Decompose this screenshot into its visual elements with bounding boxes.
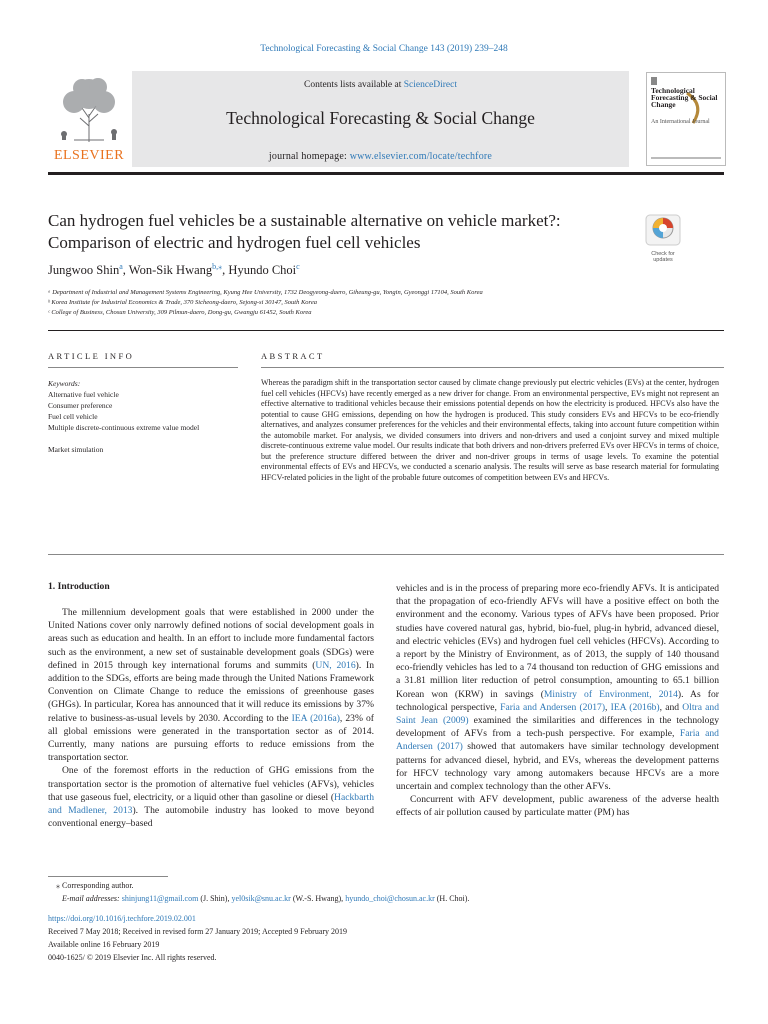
keyword-item: Multiple discrete-continuous extreme value model xyxy=(48,423,200,432)
masthead-rule xyxy=(48,172,724,175)
contents-line xyxy=(132,80,629,90)
paragraph xyxy=(48,764,374,830)
cover-subtitle: An International Journal xyxy=(651,119,710,125)
section-heading: 1. Introduction xyxy=(48,581,110,592)
keyword-item: Market simulation xyxy=(48,445,104,454)
email-link[interactable]: shinjung11@gmail.com xyxy=(121,894,199,903)
header-rule xyxy=(48,330,724,331)
doi-link[interactable]: https://doi.org/10.1016/j.techfore.2019.02.001 xyxy=(48,914,196,923)
keywords-label: Keywords: xyxy=(48,379,81,388)
email-link[interactable]: yel0sik@snu.ac.kr xyxy=(231,894,291,903)
footnote-rule xyxy=(48,876,168,877)
author-affil-mark[interactable]: a xyxy=(119,262,123,271)
text-run: The millennium development goals that were established in 2000 under the United Nations cover only narrowly defined notions of social development goals in areas such as education and health. In an effort to include more fundamental factors such as the environment, a new set of sustainable development goals (SDGs) were defined in 2015 through key international forums and summits ( xyxy=(48,607,374,671)
keyword-item: Consumer preference xyxy=(48,401,113,410)
text-run: ). The automobile industry has looked to move beyond conventional energy–based xyxy=(48,805,374,830)
citation-link[interactable]: IEA (2016b) xyxy=(610,701,660,713)
citation-link[interactable]: Hackbarth and Madlener, 2013 xyxy=(48,791,374,817)
abstract-rule xyxy=(261,367,724,368)
email-label: E-mail addresses: xyxy=(62,894,122,903)
journal-homepage xyxy=(132,151,629,162)
elsevier-tree-logo xyxy=(52,74,126,144)
author-list: Jungwoo Shin$^a$, Won-Sik Hwang$^{b,⁎}$, Hyundo Choi$^c$ xyxy=(48,262,300,278)
affiliation-b: ᵇ Korea Institute for Industrial Economics & Trade, 370 Sicheong-daero, Sejong-si 30147, South Korea xyxy=(48,299,317,306)
citation-link[interactable]: UN, 2016 xyxy=(315,659,356,671)
citation-link[interactable]: Ministry of Environment, 2014 xyxy=(543,688,678,700)
text-run: vehicles and is in the process of preparing more eco-friendly AFVs. It is anticipated that the propagation of eco-friendly AFVs will have a positive effect on both the environment and the economy. Various types of AFVs have been proposed. Prior studies have covered natural gas, hybrid, bio-fuel, plug-in hybrid, advanced diesel, and electric vehicles (EVs) and hydrogen fuel cell vehicles (HFCVs). According to a report by the Ministry of Environment, as of 2013, the supply of 140 thousand eco-friendly vehicles has led to a 74 thousand ton reduction of GHG emissions and a 31.81 million liter reduction of petrol consumption, amounting to 65.1 billion Korean won (KRW) in savings ( xyxy=(396,583,719,700)
abstract-text: Whereas the paradigm shift in the transportation sector caused by climate change previously put electric vehicles (EVs) at the center, hydrogen fuel cell vehicles (HFCVs) have recently emerged as a new driver for change. From an environmental perspective, EVs might not represent an effective alternative to traditional vehicles because their emissions potential depends on how the electricity is produced. HFCVs also have the potential to cause GHG emissions, depending on how the hydrogen is produced. This study considers EVs and HFCVs to be eco-friendly alternatives, and analyzes consumer preferences for the vehicles and their environmental effects, taking into account future competition within the automobile market. For analysis, we divided consumers into drivers and non-drivers and used a conjoint survey and mixed multiple discrete-continuous extreme value model. Our results indicate that both drivers and non-drivers preferred EVs over HFCVs in terms of choice, but the preference structure differed between the driver and non-driver groups in terms of usage levels. To examine the potential environmental effects of EVs and HFCVs, we conducted a scenario analysis. The results will serve as base research material for formulating HFCV-related policies in the light of the probable future outcomes of competition between EVs and HFCVs. xyxy=(261,378,719,482)
text-run: ). As for technological perspective, xyxy=(396,688,719,713)
corresponding-author-note: ⁎ Corresponding author. xyxy=(56,881,134,890)
running-head[interactable]: Technological Forecasting & Social Change 143 (2019) 239–248 xyxy=(260,44,508,54)
contents-prefix: Contents lists available at xyxy=(303,80,404,90)
article-info-rule xyxy=(48,367,238,368)
check-for-updates-badge[interactable] xyxy=(645,214,681,263)
article-title: Can hydrogen fuel vehicles be a sustainable alternative on vehicle market?: Comparison of electric and hydrogen fuel cell vehicles xyxy=(48,211,561,252)
author-affil-mark[interactable]: c xyxy=(296,262,300,271)
email-owner: (H. Choi). xyxy=(434,894,470,903)
paragraph xyxy=(48,606,374,764)
text-run: showed that automakers have similar technology development patterns for advanced diesel, hybrid, and EVs, whereas the development patterns for HFCV technology vary among automakers because HFCVs are a more uncertain and complex technology than the other AFVs. xyxy=(396,741,719,793)
citation-link[interactable]: Oltra and Saint Jean (2009) xyxy=(396,701,719,727)
citation-link[interactable]: Faria and Andersen (2017) xyxy=(500,701,606,713)
citation-link[interactable]: IEA (2016a) xyxy=(291,712,340,724)
author-name[interactable]: Jungwoo Shin xyxy=(48,263,120,278)
text-run: One of the foremost efforts in the reduction of GHG emissions from the transportation sector is the promotion of alternative fuel vehicles (AFVs), vehicles that use gaseous fuel, electricity, or a liquid other than gasoline or diesel ( xyxy=(48,765,374,803)
article-info-heading: ARTICLE INFO xyxy=(48,351,135,361)
crossmark-icon xyxy=(645,214,681,246)
affiliation-a: ᵃ Department of Industrial and Management Systems Engineering, Kyung Hee University, 1732 Deogyeong-daero, Giheung-gu, Yongin, Gyeonggi 17104, South Korea xyxy=(48,289,483,296)
citation-link[interactable]: Faria and Andersen (2017) xyxy=(396,728,719,753)
available-online: Available online 16 February 2019 xyxy=(48,940,160,949)
crossmark-label: Check for updates xyxy=(651,251,675,263)
journal-title: Technological Forecasting & Social Change xyxy=(226,108,535,128)
email-owner: (W.-S. Hwang), xyxy=(290,894,346,903)
email-link[interactable]: hyundo_choi@chosun.ac.kr xyxy=(345,894,435,903)
author-affil-mark[interactable]: b,⁎ xyxy=(212,262,223,271)
keyword-item: Alternative fuel vehicle xyxy=(48,390,119,399)
keyword-item: Fuel cell vehicle xyxy=(48,412,98,421)
author-name[interactable]: Hyundo Choi xyxy=(228,263,297,278)
abstract-bottom-rule xyxy=(48,554,724,555)
text-run: , 23% of all global emissions were generated in the transportation sector as of 2014. Currently, many nations are pursuing efforts to reduce emissions from the transportation sector. xyxy=(48,712,374,764)
cover-title: Technological Forecasting & Social Change xyxy=(651,86,718,109)
journal-cover-thumbnail[interactable] xyxy=(646,72,726,166)
text-run: , and xyxy=(659,701,683,713)
copyright-line: 0040-1625/ © 2019 Elsevier Inc. All rights reserved. xyxy=(48,953,217,962)
homepage-prefix: journal homepage: xyxy=(268,151,350,162)
body-left-column xyxy=(48,606,374,830)
affiliation-c: ᶜ College of Business, Chosun University, 309 Pilmun-daero, Dong-gu, Gwangju 61452, South Korea xyxy=(48,309,312,316)
text-run: ). In addition to the SDGs, efforts are being made through the United Nations Framework Convention on Climate Change to reduce the emissions of greenhouse gases (GHGs). In particular, Korea has announced that it will reduce its emissions by 37% relative to business-as-usual levels by 2030. According to the xyxy=(48,659,375,724)
email-owner: (J. Shin), xyxy=(198,894,232,903)
abstract-heading: ABSTRACT xyxy=(261,351,325,361)
author-name[interactable]: Won-Sik Hwang xyxy=(128,263,213,278)
body-right-column xyxy=(396,582,719,820)
paragraph xyxy=(396,582,719,793)
homepage-link[interactable]: www.elsevier.com/locate/techfore xyxy=(349,151,493,162)
text-run: examined the similarities and differences in the technology development of AFVs from a tech-push perspective. For example, xyxy=(396,715,719,740)
elsevier-wordmark: ELSEVIER xyxy=(53,148,125,163)
paragraph: Concurrent with AFV development, public awareness of the adverse health effects of air pollution caused by particulate matter (PM) has xyxy=(396,794,719,819)
text-run: , xyxy=(605,701,611,713)
sciencedirect-link[interactable]: ScienceDirect xyxy=(403,80,457,90)
received-dates: Received 7 May 2018; Received in revised form 27 January 2019; Accepted 9 February 2019 xyxy=(48,927,348,936)
email-line xyxy=(62,893,469,905)
